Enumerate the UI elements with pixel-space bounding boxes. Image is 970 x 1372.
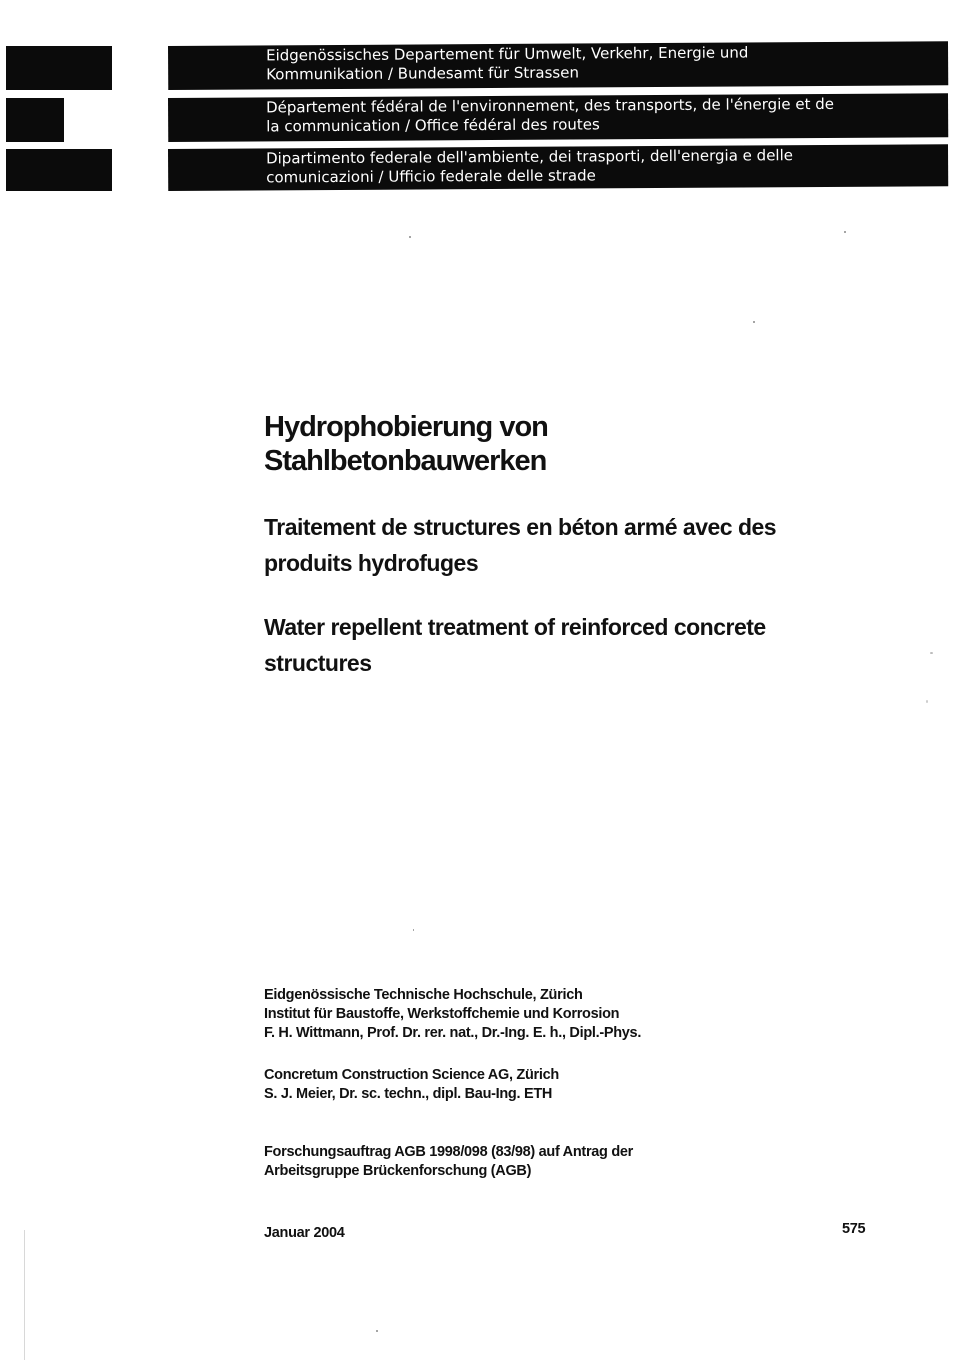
department-band-french [168, 93, 948, 142]
authors-eth-block [264, 986, 784, 1043]
title-line: Stahlbetonbauwerken [264, 445, 547, 477]
research-order-block [264, 1143, 784, 1181]
department-band-line: comunicazioni / Ufficio federale delle strade [266, 166, 596, 187]
title-german [264, 410, 684, 478]
scan-speck [844, 231, 846, 233]
department-band-italian [168, 144, 948, 191]
federal-logo-block-top [6, 46, 112, 90]
scan-edge-line [24, 1230, 25, 1360]
info-line: Arbeitsgruppe Brückenforschung (AGB) [264, 1163, 532, 1179]
scan-speck [753, 321, 755, 323]
title-line: Traitement de structures en béton armé avec des [264, 514, 777, 540]
report-date: Januar 2004 [264, 1225, 345, 1241]
federal-logo-block-bottom [6, 149, 112, 191]
title-english [264, 609, 904, 681]
scan-speck [413, 929, 414, 931]
scan-speck [926, 700, 928, 703]
info-line: F. H. Wittmann, Prof. Dr. rer. nat., Dr.-Ing. E. h., Dipl.-Phys. [264, 1025, 642, 1041]
info-line: Eidgenössische Technische Hochschule, Zürich [264, 987, 583, 1003]
report-number: 575 [842, 1221, 866, 1237]
title-line: structures [264, 650, 372, 676]
scan-speck [930, 652, 933, 654]
federal-logo-block-middle [6, 98, 64, 142]
department-band-line: Dipartimento federale dell'ambiente, dei trasporti, dell'energia e delle [266, 146, 794, 168]
info-line: Institut für Baustoffe, Werkstoffchemie und Korrosion [264, 1006, 620, 1022]
scan-speck [409, 236, 411, 238]
department-band-line: la communication / Office fédéral des routes [266, 115, 600, 136]
title-line: produits hydrofuges [264, 550, 479, 576]
scan-speck [376, 1330, 378, 1332]
info-line: Forschungsauftrag AGB 1998/098 (83/98) auf Antrag der [264, 1144, 633, 1160]
title-line: Water repellent treatment of reinforced concrete [264, 614, 766, 640]
department-band-line: Eidgenössisches Departement für Umwelt, Verkehr, Energie und [266, 43, 749, 65]
info-line: S. J. Meier, Dr. sc. techn., dipl. Bau-Ing. ETH [264, 1086, 553, 1102]
authors-concretum-block [264, 1066, 784, 1104]
title-line: Hydrophobierung von [264, 411, 548, 443]
info-line: Concretum Construction Science AG, Zürich [264, 1067, 559, 1083]
department-band-german [168, 41, 948, 90]
department-band-line: Kommunikation / Bundesamt für Strassen [266, 63, 580, 84]
title-french [264, 509, 904, 581]
department-band-line: Département fédéral de l'environnement, des transports, de l'énergie et de [266, 94, 835, 117]
